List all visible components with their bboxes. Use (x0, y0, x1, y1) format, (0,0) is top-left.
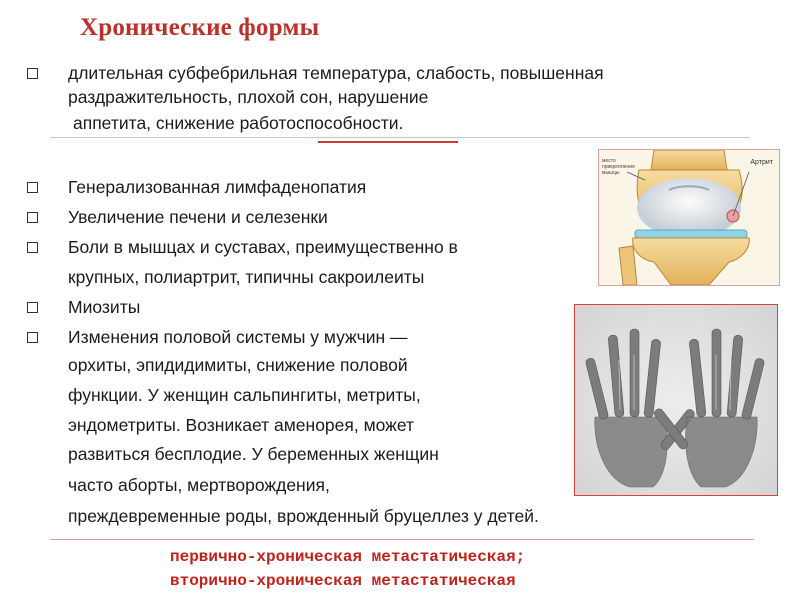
caption-secondary-chronic: вторично-хроническая метастатическая (170, 572, 516, 590)
item-myositis: Миозиты (68, 297, 141, 317)
item-reproductive-line-7: преждевременные роды, врожденный бруцеллез у детей. (68, 506, 539, 526)
bullet-square-icon (27, 68, 38, 79)
caption-primary-chronic: первично-хроническая метастатическая; (170, 548, 526, 566)
knee-label-arthritis: Артрит (750, 159, 773, 166)
intro-line-2: раздражительность, плохой сон, нарушение (68, 87, 429, 107)
bullet-square-icon (27, 182, 38, 193)
item-joint-pain-line-1: Боли в мышцах и суставах, преимущественно в (68, 237, 458, 257)
item-reproductive-line-2: орхиты, эпидидимиты, снижение половой (68, 355, 408, 375)
bullet-square-icon (27, 212, 38, 223)
intro-line-3: аппетита, снижение работоспособности. (73, 113, 404, 133)
bullet-square-icon (27, 332, 38, 343)
knee-label-left: место прикрепления мышцы (602, 158, 635, 176)
item-reproductive-line-3: функции. У женщин сальпингиты, метриты, (68, 385, 421, 405)
item-reproductive-line-1: Изменения половой системы у мужчин — (68, 327, 408, 347)
bottom-divider (50, 539, 754, 540)
divider-gray (50, 137, 750, 138)
item-joint-pain-line-2: крупных, полиартрит, типичны сакроилеиты (68, 267, 425, 287)
intro-line-1: длительная субфебрильная температура, слабость, повышенная (68, 63, 604, 83)
divider-red (318, 141, 458, 143)
item-reproductive-line-4: эндометриты. Возникает аменорея, может (68, 415, 415, 435)
bullet-square-icon (27, 302, 38, 313)
bullet-square-icon (27, 242, 38, 253)
hands-xray-drawing (575, 305, 777, 495)
item-lymphadenopathy: Генерализованная лимфаденопатия (68, 177, 367, 197)
slide-title: Хронические формы (80, 14, 320, 41)
item-hepatosplenomegaly: Увеличение печени и селезенки (68, 207, 328, 227)
item-reproductive-line-5: развиться бесплодие. У беременных женщин (68, 444, 439, 464)
item-reproductive-line-6: часто аборты, мертворождения, (68, 475, 330, 495)
hands-xray-image (574, 304, 778, 496)
knee-joint-illustration (598, 149, 780, 286)
